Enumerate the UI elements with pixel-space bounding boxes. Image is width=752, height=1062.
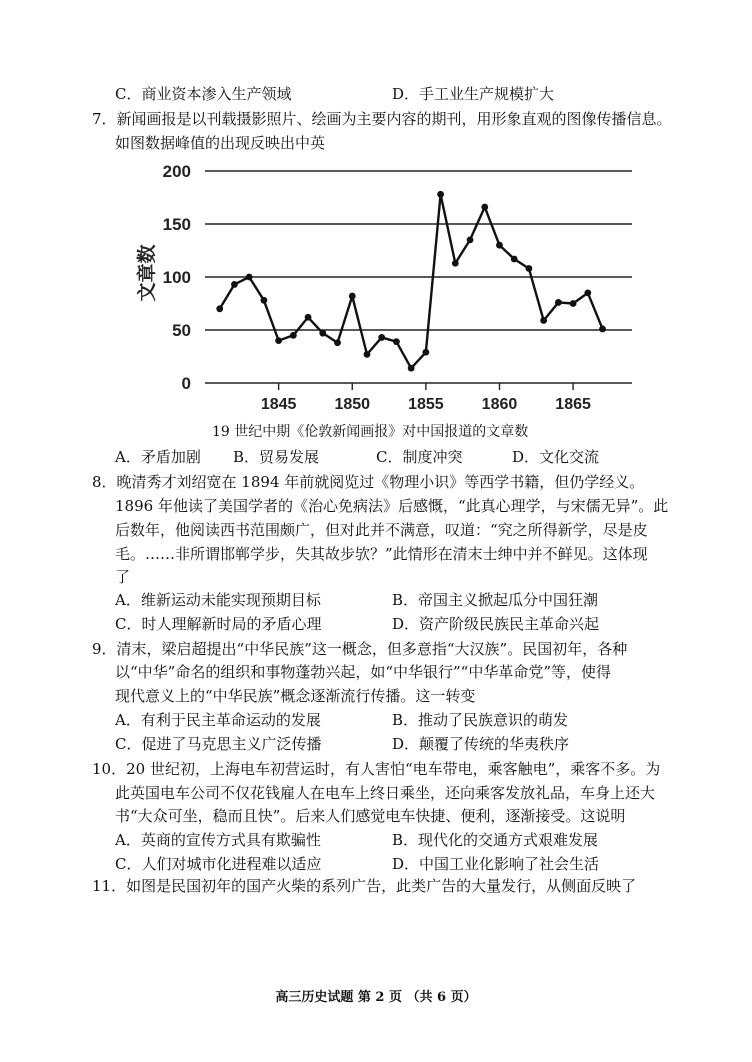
q9-option-a: A．有利于民主革命运动的发展	[115, 711, 321, 729]
data-point	[496, 242, 503, 249]
data-point	[305, 314, 312, 321]
x-tick-label: 1845	[260, 396, 297, 413]
y-tick-label: 0	[181, 374, 191, 393]
q9-option-d: D．颠覆了传统的华夷秩序	[392, 735, 570, 753]
question-9-line-1: 9．清末，梁启超提出“中华民族”这一概念，但多意指“大汉族”。民国初年，各种	[92, 640, 628, 658]
data-point	[481, 204, 488, 211]
data-point	[275, 337, 282, 344]
data-point	[319, 330, 326, 337]
data-point	[378, 334, 385, 341]
data-point	[511, 256, 518, 263]
q10-option-c: C．人们对城市化进程难以适应	[115, 855, 322, 873]
question-10-line-1: 10．20 世纪初，上海电车初营运时，有人害怕“电车带电，乘客触电”，乘客不多。为	[92, 760, 661, 778]
data-point	[349, 293, 356, 300]
chart-caption: 19 世纪中期《伦敦新闻画报》对中国报道的文章数	[212, 424, 529, 440]
x-tick-label: 1865	[555, 396, 591, 413]
data-point	[526, 265, 533, 272]
q8-option-a: A．维新运动未能实现预期目标	[115, 591, 321, 609]
q7-option-b: B．贸易发展	[233, 448, 320, 466]
data-point	[334, 339, 341, 346]
question-8-line-4: 毛。……非所谓邯郸学步，失其故步欤？”此情形在清末士绅中并不鲜见。这体现	[115, 545, 648, 563]
q9-option-b: B．推动了民族意识的萌发	[392, 711, 569, 729]
q7-option-c: C．制度冲突	[376, 448, 463, 466]
data-point	[422, 349, 429, 356]
option-c: C．商业资本渗入生产领域	[115, 85, 292, 103]
x-tick-label: 1855	[408, 396, 444, 413]
data-point	[570, 300, 577, 307]
data-point	[260, 297, 267, 304]
data-point	[246, 274, 253, 281]
question-7-line-2: 如图数据峰值的出现反映出中英	[115, 134, 326, 152]
data-point	[408, 365, 415, 372]
data-point	[437, 191, 444, 198]
q7-option-d: D．文化交流	[512, 448, 600, 466]
question-10-line-2: 此英国电车公司不仅花钱雇人在电车上终日乘坐，还向乘客发放礼品，车身上还大	[115, 784, 656, 802]
data-point	[364, 351, 371, 358]
data-point	[393, 338, 400, 345]
q8-option-d: D．资产阶级民族民主革命兴起	[392, 615, 600, 633]
y-axis-label: 文章数	[137, 244, 158, 302]
q7-option-a: A．矛盾加剧	[115, 448, 201, 466]
q10-option-b: B．现代化的交通方式艰难发展	[392, 831, 599, 849]
option-d: D．手工业生产规模扩大	[392, 85, 555, 103]
data-point	[290, 332, 297, 339]
q10-option-a: A．英商的宣传方式具有欺骗性	[115, 831, 321, 849]
question-8-line-1: 8．晚清秀才刘绍宽在 1894 年前就阅览过《物理小识》等西学书籍，但仍学经义。	[92, 473, 645, 491]
q10-option-d: D．中国工业化影响了社会生活	[392, 855, 600, 873]
data-point	[467, 237, 474, 244]
y-tick-label: 50	[172, 321, 191, 340]
data-point	[599, 326, 606, 333]
q8-option-b: B．帝国主义掀起瓜分中国狂潮	[392, 591, 599, 609]
y-tick-label: 150	[162, 215, 191, 234]
line-chart	[0, 150, 752, 420]
q9-option-c: C．促进了马克思主义广泛传播	[115, 735, 322, 753]
data-point	[231, 281, 238, 288]
page-footer: 高三历史试题 第 2 页 （共 6 页）	[275, 990, 477, 1005]
question-9-line-3: 现代意义上的“中华民族”概念逐渐流行传播。这一转变	[115, 687, 476, 705]
y-tick-label: 100	[162, 268, 191, 287]
question-11-line-1: 11．如图是民国初年的国产火柴的系列广告，此类广告的大量发行，从侧面反映了	[92, 877, 637, 895]
data-point	[584, 290, 591, 297]
question-8-line-2: 1896 年他读了美国学者的《治心免病法》后感慨，“此真心理学，与宋儒无异”。此	[115, 497, 669, 515]
question-9-line-2: 以“中华”命名的组织和事物蓬勃兴起，如“中华银行”“中华革命党”等，使得	[115, 663, 612, 681]
question-10-line-3: 书“大众可坐，稳而且快”。后来人们感觉电车快捷、便利，逐渐接受。这说明	[115, 807, 626, 825]
x-tick-label: 1850	[334, 396, 371, 413]
data-point	[540, 317, 547, 324]
question-8-line-5: 了	[115, 568, 131, 586]
x-tick-label: 1860	[481, 396, 518, 413]
data-point	[216, 305, 223, 312]
q8-option-c: C．时人理解新时局的矛盾心理	[115, 615, 322, 633]
y-tick-label: 200	[162, 162, 191, 181]
data-point	[452, 260, 459, 267]
data-point	[555, 299, 562, 306]
question-8-line-3: 后数年，他阅读西书范围颇广，但对此并不满意，叹道：“究之所得新学，尽是皮	[115, 521, 648, 539]
question-7-line-1: 7．新闻画报是以刊载摄影照片、绘画为主要内容的期刊，用形象直观的图像传播信息。	[92, 110, 672, 128]
